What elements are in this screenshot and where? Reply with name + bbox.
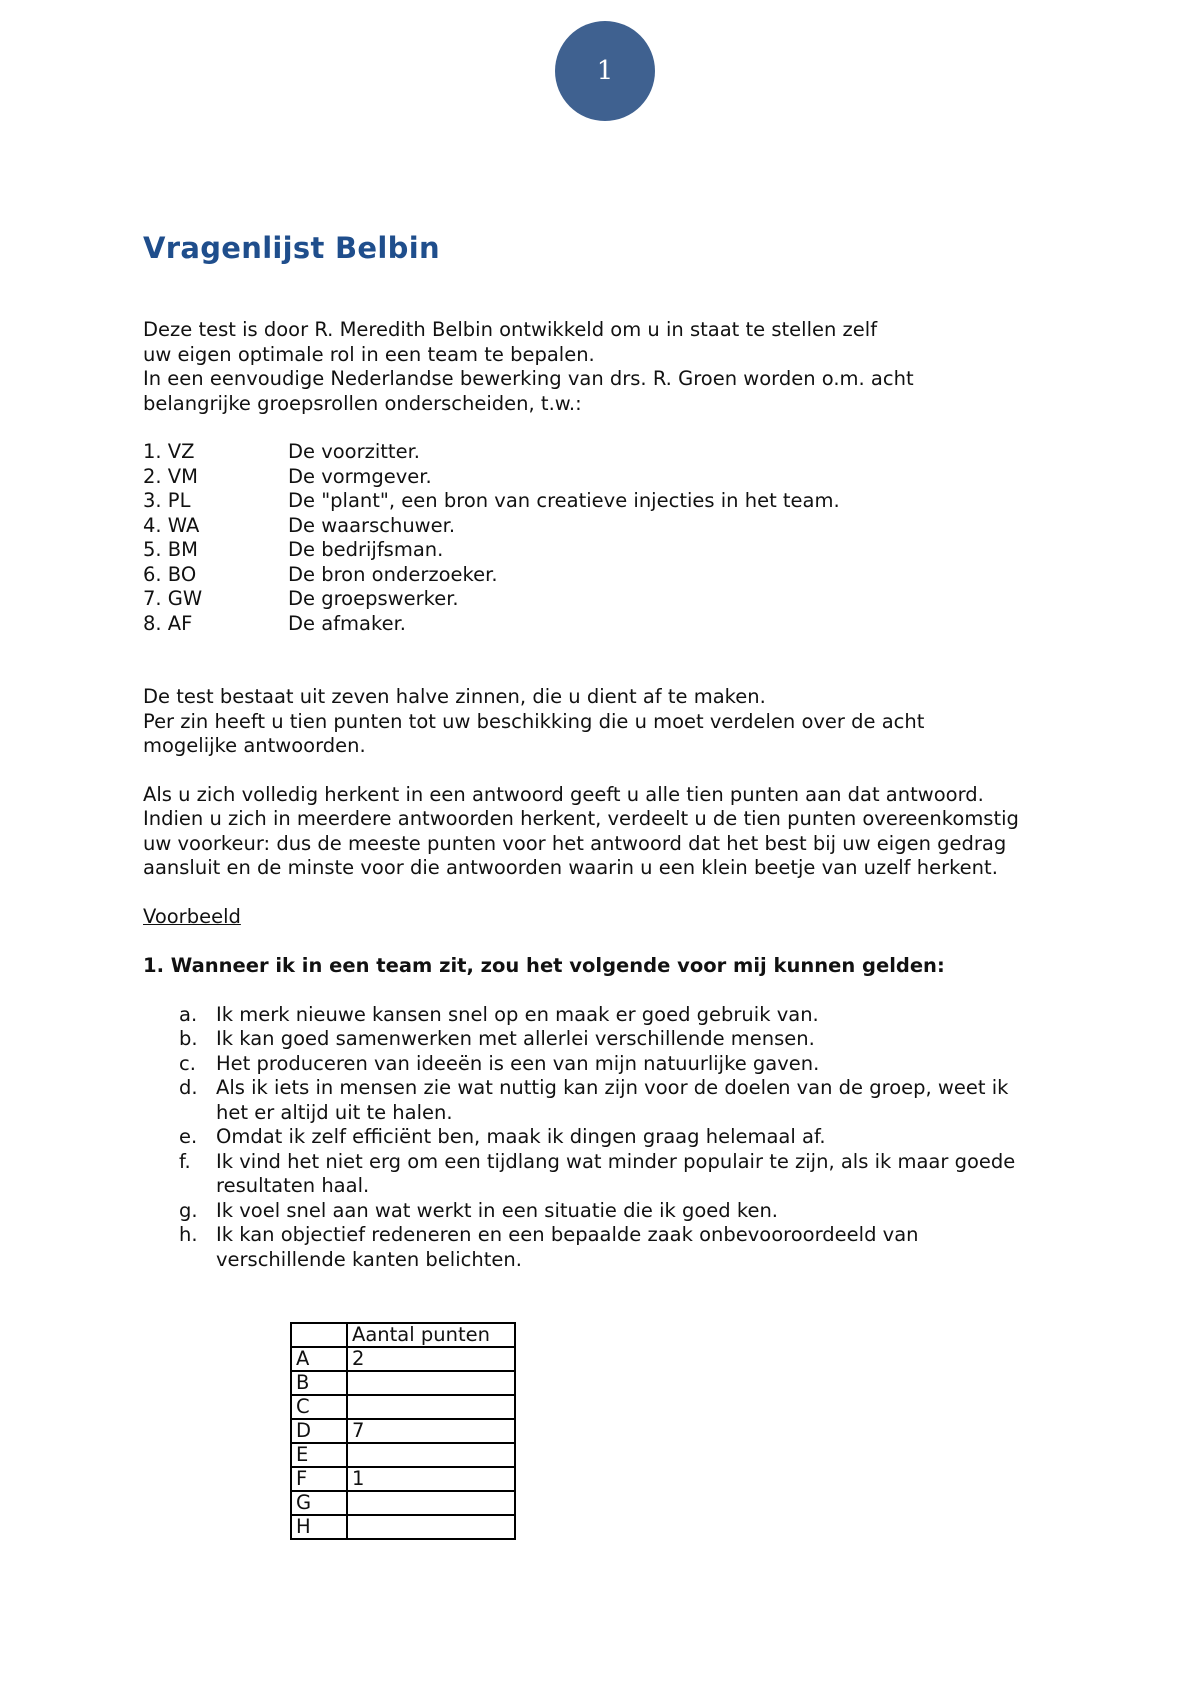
row-value (347, 1491, 515, 1515)
row-label: E (291, 1443, 347, 1467)
table-row (291, 1395, 515, 1419)
role-code: 2. VM (143, 464, 198, 488)
role-code: 1. VZ (143, 440, 195, 463)
role-description: De "plant", een bron van creatieve injecties in het team. (288, 489, 840, 512)
answer-text: Ik voel snel aan wat werkt in een situatie die ik goed ken. (216, 1198, 779, 1222)
row-value (347, 1443, 515, 1467)
row-label: H (291, 1515, 347, 1539)
role-code: 7. GW (143, 587, 203, 610)
answer-text: Ik kan goed samenwerken met allerlei verschillende mensen. (216, 1027, 815, 1050)
intro-line: belangrijke groepsrollen onderscheiden, t.w.: (143, 391, 582, 415)
role-code: 5. BM (143, 538, 199, 561)
table-header-cell: Aantal punten (347, 1323, 515, 1347)
answer-item (179, 1052, 1083, 1077)
answer-item (179, 1150, 1083, 1199)
intro-line: uw eigen optimale rol in een team te bepalen. (143, 342, 595, 366)
answer-text: resultaten haal. (216, 1174, 370, 1197)
answer-letter: a. (179, 1002, 198, 1026)
row-value (347, 1515, 515, 1539)
scoring-paragraph (143, 783, 1083, 881)
answer-text: Omdat ik zelf efficiënt ben, maak ik dingen graag helemaal af. (216, 1125, 826, 1148)
table-row (291, 1515, 515, 1539)
intro-paragraph (143, 318, 1083, 416)
row-label: B (291, 1371, 347, 1395)
table-row (291, 1347, 515, 1371)
table-header-row (291, 1323, 515, 1347)
table-row (291, 1419, 515, 1443)
role-item (143, 612, 1083, 637)
intro-line: Deze test is door R. Meredith Belbin ontwikkeld om u in staat te stellen zelf (143, 318, 878, 341)
answer-text: Ik merk nieuwe kansen snel op en maak er goed gebruik van. (216, 1002, 819, 1026)
role-description: De vormgever. (288, 464, 432, 488)
roles-list (143, 440, 1083, 636)
paragraph-line: uw voorkeur: dus de meeste punten voor het antwoord dat het best bij uw eigen gedrag (143, 831, 1007, 855)
table-row (291, 1371, 515, 1395)
answer-list (179, 1003, 1083, 1273)
row-label: C (291, 1395, 347, 1419)
role-description: De afmaker. (288, 611, 406, 635)
row-value: 2 (347, 1347, 515, 1371)
role-code: 8. AF (143, 611, 193, 635)
paragraph-line: Per zin heeft u tien punten tot uw beschikking die u moet verdelen over de acht (143, 709, 925, 733)
answer-text: Ik kan objectief redeneren en een bepaalde zaak onbevooroordeeld van (216, 1223, 919, 1246)
document-title: Vragenlijst Belbin (143, 231, 440, 265)
answer-item (179, 1199, 1083, 1224)
answer-item (179, 1003, 1083, 1028)
answer-item (179, 1076, 1083, 1125)
row-value: 7 (347, 1419, 515, 1443)
role-item (143, 563, 1083, 588)
row-value (347, 1371, 515, 1395)
answer-letter: g. (179, 1198, 198, 1222)
role-item (143, 489, 1083, 514)
points-table (290, 1322, 516, 1540)
answer-letter: b. (179, 1027, 198, 1050)
role-code: 6. BO (143, 562, 197, 586)
table-row (291, 1491, 515, 1515)
row-label: D (291, 1419, 347, 1443)
answer-text: verschillende kanten belichten. (216, 1247, 522, 1271)
role-item (143, 538, 1083, 563)
row-value: 1 (347, 1467, 515, 1491)
answer-item (179, 1223, 1083, 1272)
answer-item (179, 1125, 1083, 1150)
answer-letter: c. (179, 1051, 196, 1075)
page-number-badge (555, 21, 655, 121)
answer-text: Het produceren van ideeën is een van mijn natuurlijke gaven. (216, 1051, 820, 1075)
table-row (291, 1443, 515, 1467)
intro-line: In een eenvoudige Nederlandse bewerking van drs. R. Groen worden o.m. acht (143, 367, 914, 390)
role-description: De voorzitter. (288, 440, 420, 463)
answer-letter: e. (179, 1125, 198, 1148)
row-label: G (291, 1491, 347, 1515)
example-heading: Voorbeeld (143, 904, 241, 928)
role-description: De bron onderzoeker. (288, 562, 498, 586)
role-description: De waarschuwer. (288, 513, 456, 537)
role-item (143, 440, 1083, 465)
role-description: De bedrijfsman. (288, 538, 444, 561)
role-item (143, 587, 1083, 612)
role-item (143, 514, 1083, 539)
role-item (143, 465, 1083, 490)
paragraph-line: aansluit en de minste voor die antwoorden waarin u een klein beetje van uzelf herkent. (143, 856, 998, 879)
instructions-paragraph (143, 685, 1083, 759)
row-label: F (291, 1467, 347, 1491)
question-heading: 1. Wanneer ik in een team zit, zou het volgende voor mij kunnen gelden: (143, 954, 945, 977)
table-row (291, 1467, 515, 1491)
role-description: De groepswerker. (288, 587, 459, 610)
paragraph-line: Indien u zich in meerdere antwoorden herkent, verdeelt u de tien punten overeenkomstig (143, 807, 1019, 830)
document-body (143, 228, 1083, 1272)
answer-text: Ik vind het niet erg om een tijdlang wat minder populair te zijn, als ik maar goede (216, 1149, 1016, 1173)
row-value (347, 1395, 515, 1419)
row-label: A (291, 1347, 347, 1371)
answer-letter: f. (179, 1149, 191, 1173)
answer-letter: h. (179, 1223, 198, 1246)
paragraph-line: mogelijke antwoorden. (143, 734, 366, 757)
role-code: 4. WA (143, 513, 200, 537)
role-code: 3. PL (143, 489, 191, 512)
paragraph-line: Als u zich volledig herkent in een antwoord geeft u alle tien punten aan dat antwoord. (143, 782, 984, 806)
answer-item (179, 1027, 1083, 1052)
page-number: 1 (596, 56, 614, 86)
answer-text: het er altijd uit te halen. (216, 1100, 453, 1124)
answer-letter: d. (179, 1076, 198, 1099)
table-header-cell (291, 1323, 347, 1347)
answer-text: Als ik iets in mensen zie wat nuttig kan zijn voor de doelen van de groep, weet ik (216, 1076, 1009, 1099)
paragraph-line: De test bestaat uit zeven halve zinnen, die u dient af te maken. (143, 685, 766, 708)
